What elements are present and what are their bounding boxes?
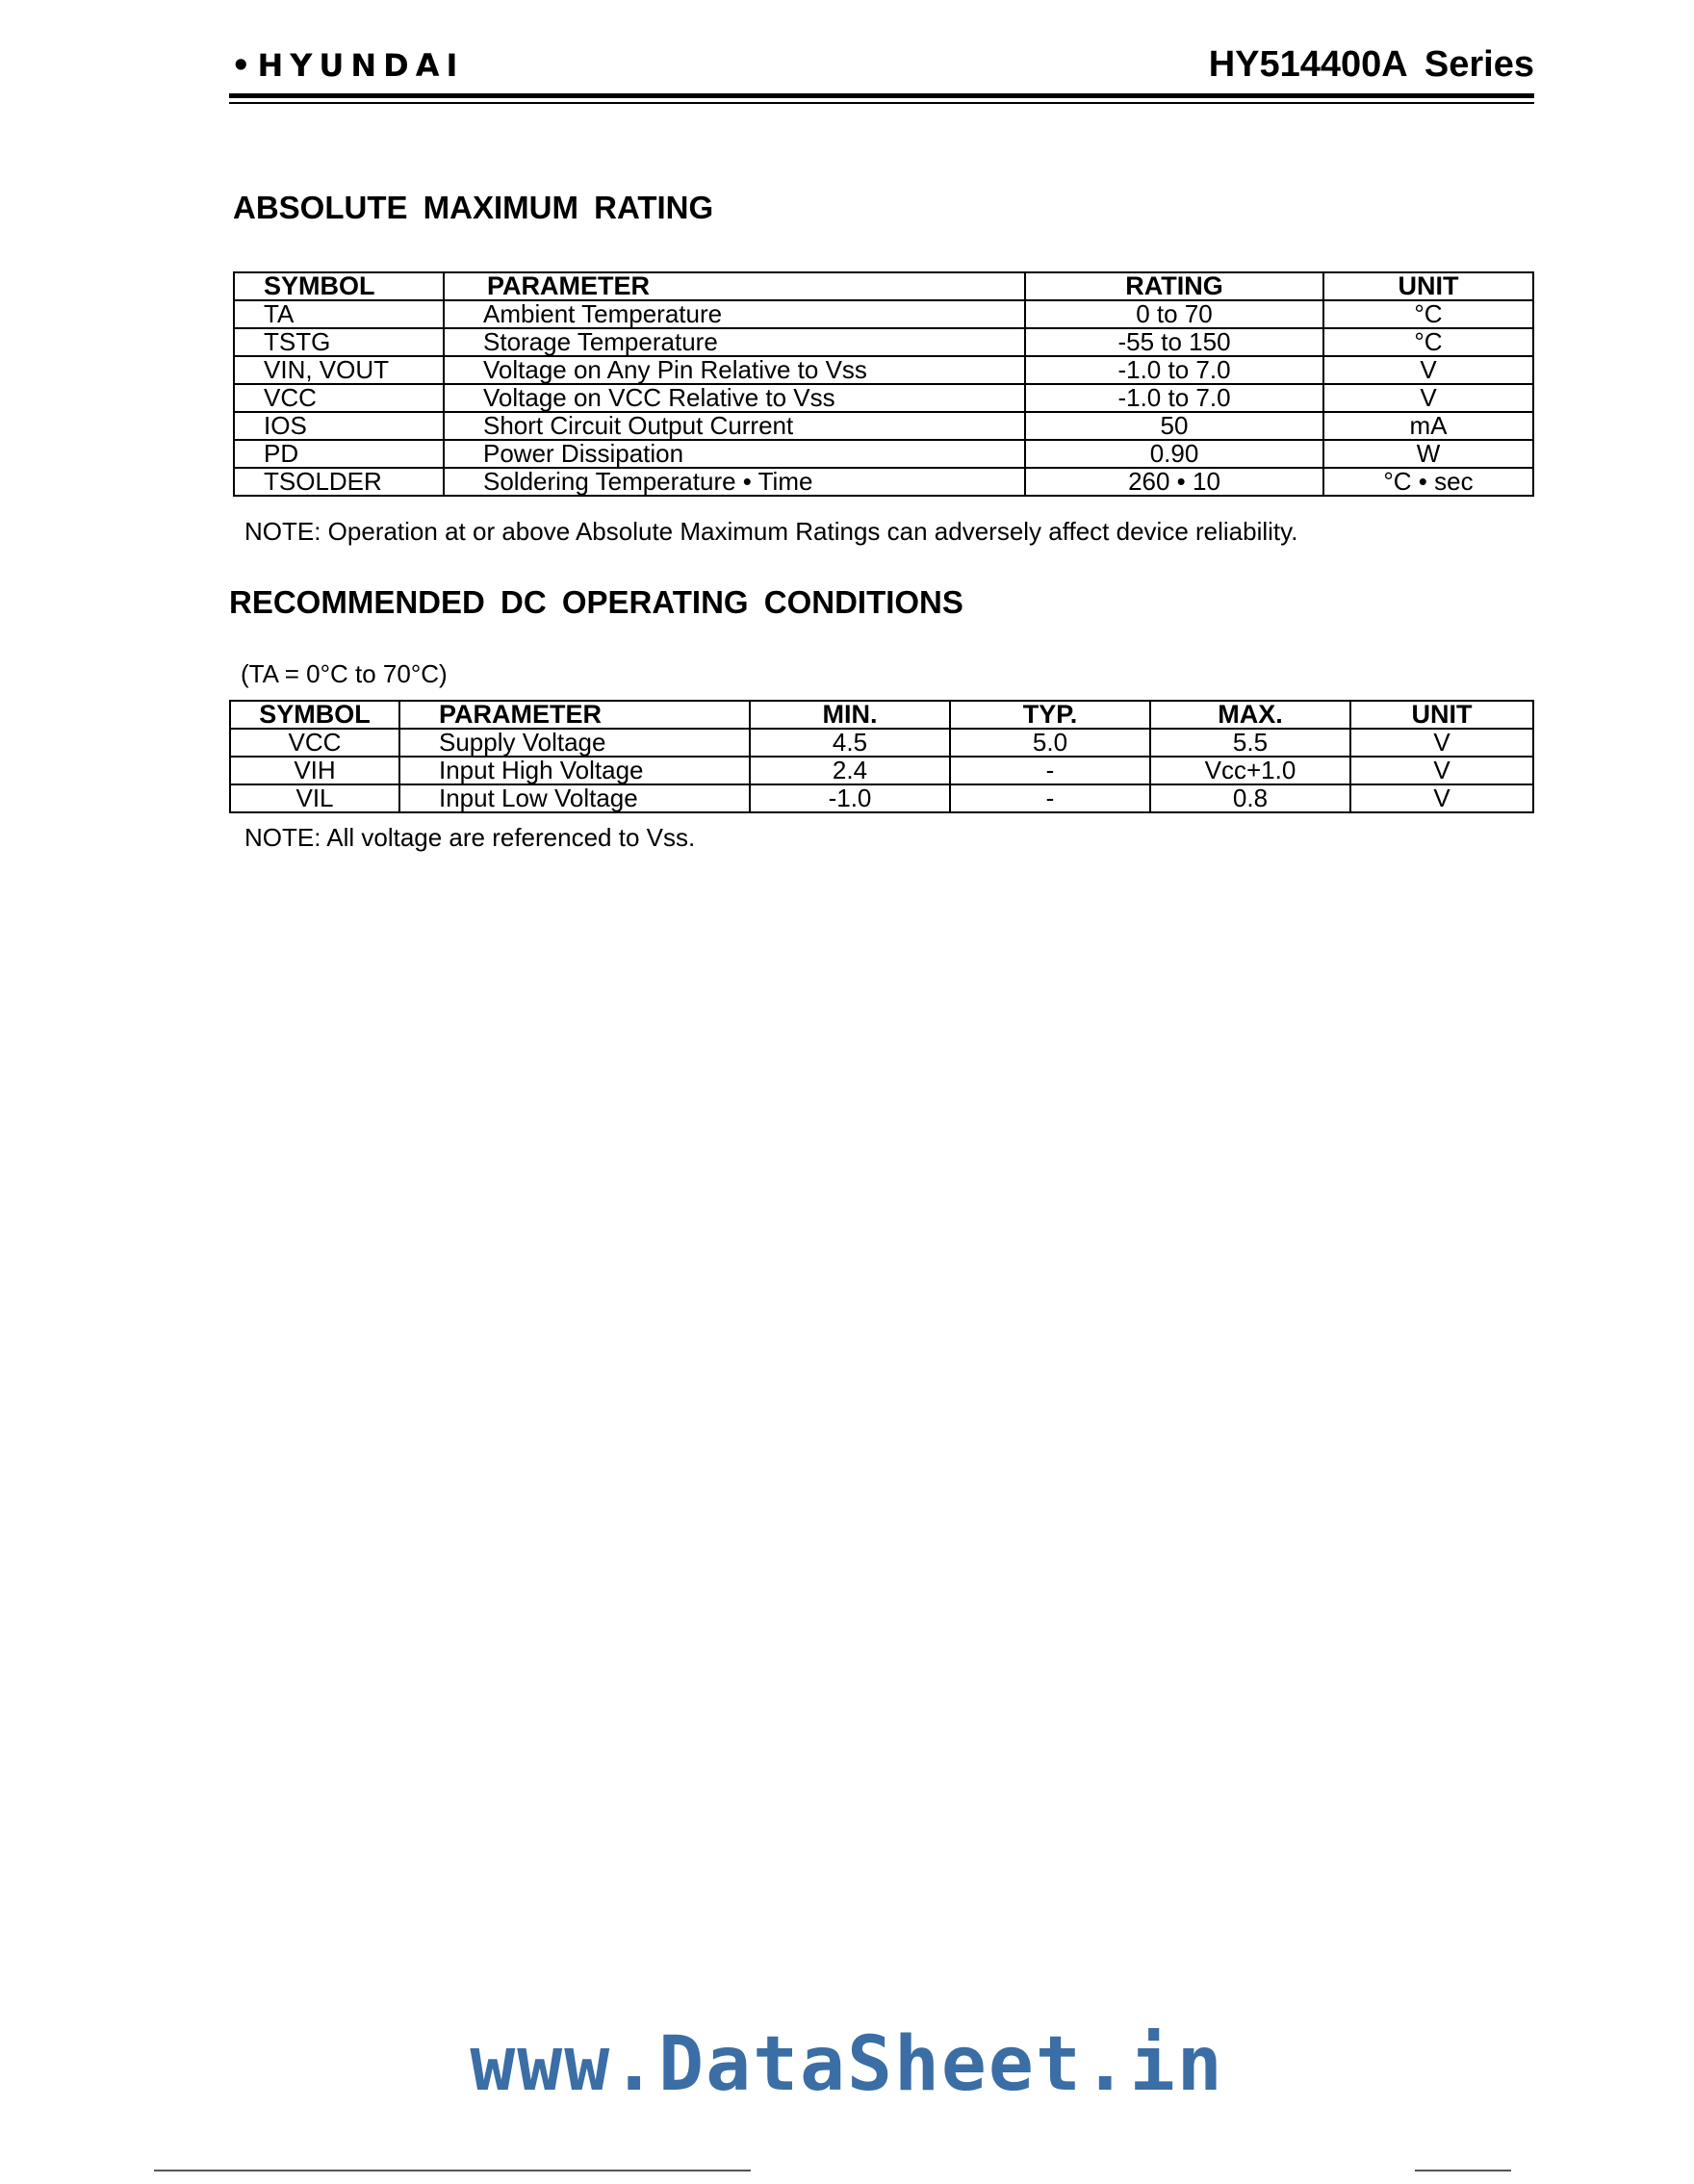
parameter-cell: Power Dissipation [444,440,1025,468]
unit-cell: V [1350,729,1533,757]
symbol-cell: VIL [230,784,399,812]
table-header-row [234,272,1533,300]
table-row [234,384,1533,412]
absolute-max-title: ABSOLUTE MAXIMUM RATING [233,190,714,225]
min-cell: -1.0 [750,784,950,812]
recommended-dc-table [229,700,1534,813]
symbol-cell: PD [234,440,444,468]
table-row [234,300,1533,328]
rating-cell: 260 • 10 [1025,468,1323,496]
header-rule-thin [229,102,1534,104]
recommended-dc-note: NOTE: All voltage are referenced to Vss. [244,823,696,852]
series-title: HY514400A Series [1208,44,1534,85]
col-typ: TYP. [950,701,1150,729]
max-cell: Vcc+1.0 [1150,757,1350,784]
symbol-cell: VCC [234,384,444,412]
unit-cell: °C [1323,300,1533,328]
absolute-max-note: NOTE: Operation at or above Absolute Maximum Ratings can adversely affect device reliability. [244,517,1298,546]
rating-cell: -1.0 to 7.0 [1025,356,1323,384]
col-symbol: SYMBOL [230,701,399,729]
table-row [234,440,1533,468]
max-cell: 0.8 [1150,784,1350,812]
rating-cell: 0.90 [1025,440,1323,468]
table-row [234,328,1533,356]
col-unit: UNIT [1323,272,1533,300]
symbol-cell: TSOLDER [234,468,444,496]
parameter-cell: Short Circuit Output Current [444,412,1025,440]
table-row [234,468,1533,496]
col-min: MIN. [750,701,950,729]
unit-cell: V [1350,784,1533,812]
rating-cell: 0 to 70 [1025,300,1323,328]
scan-edge-line [1415,2170,1511,2171]
rating-cell: -1.0 to 7.0 [1025,384,1323,412]
symbol-cell: TSTG [234,328,444,356]
parameter-cell: Input Low Voltage [399,784,750,812]
symbol-cell: TA [234,300,444,328]
max-cell: 5.5 [1150,729,1350,757]
unit-cell: W [1323,440,1533,468]
min-cell: 4.5 [750,729,950,757]
absolute-max-table [233,271,1534,497]
symbol-cell: VCC [230,729,399,757]
unit-cell: V [1323,356,1533,384]
unit-cell: V [1323,384,1533,412]
table-row [234,356,1533,384]
symbol-cell: VIH [230,757,399,784]
parameter-cell: Storage Temperature [444,328,1025,356]
rating-cell: 50 [1025,412,1323,440]
table-row [230,784,1533,812]
unit-cell: mA [1323,412,1533,440]
typ-cell: - [950,757,1150,784]
parameter-cell: Voltage on Any Pin Relative to Vss [444,356,1025,384]
min-cell: 2.4 [750,757,950,784]
col-symbol: SYMBOL [234,272,444,300]
watermark-link[interactable]: www.DataSheet.in [470,2021,1224,2108]
parameter-cell: Supply Voltage [399,729,750,757]
parameter-cell: Soldering Temperature • Time [444,468,1025,496]
table-row [230,757,1533,784]
scan-edge-line [154,2170,751,2171]
typ-cell: 5.0 [950,729,1150,757]
recommended-dc-condition: (TA = 0°C to 70°C) [241,659,448,688]
rating-cell: -55 to 150 [1025,328,1323,356]
table-row [234,412,1533,440]
table-row [230,729,1533,757]
parameter-cell: Voltage on VCC Relative to Vss [444,384,1025,412]
unit-cell: V [1350,757,1533,784]
parameter-cell: Ambient Temperature [444,300,1025,328]
recommended-dc-title: RECOMMENDED DC OPERATING CONDITIONS [229,584,963,620]
col-unit: UNIT [1350,701,1533,729]
brand-logo: •HYUNDAI [231,47,465,84]
col-max: MAX. [1150,701,1350,729]
unit-cell: °C [1323,328,1533,356]
parameter-cell: Input High Voltage [399,757,750,784]
typ-cell: - [950,784,1150,812]
symbol-cell: IOS [234,412,444,440]
unit-cell: °C • sec [1323,468,1533,496]
symbol-cell: VIN, VOUT [234,356,444,384]
col-parameter: PARAMETER [399,701,750,729]
col-rating: RATING [1025,272,1323,300]
col-parameter: PARAMETER [444,272,1025,300]
table-header-row [230,701,1533,729]
header-rule-thick [229,93,1534,98]
